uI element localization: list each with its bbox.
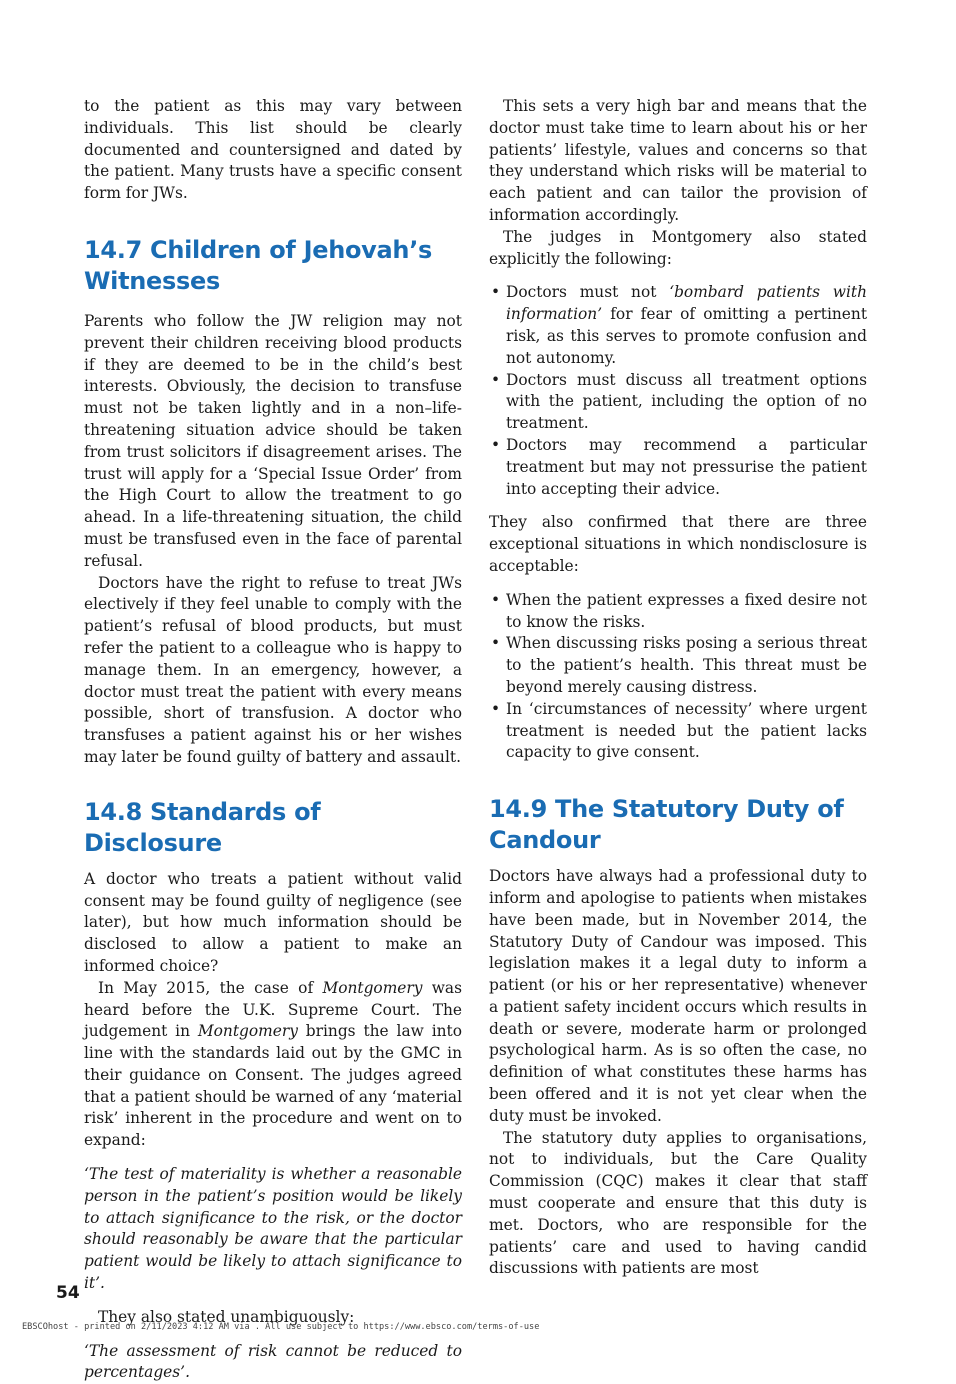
left-column <box>84 96 462 1384</box>
emphasis: ‘bombard patients with information’ <box>506 283 867 324</box>
list-item: • When the patient expresses a fixed desire not to know the risks. <box>489 590 867 634</box>
text-run: for fear of omitting a pertinent risk, as this serves to promote confusion and not autonomy. <box>506 305 867 367</box>
list-item: • Doctors must discuss all treatment options with the patient, including the option of no treatment. <box>489 370 867 435</box>
paragraph: The judges in Montgomery also stated explicitly the following: <box>489 227 867 268</box>
text-run: Doctors must not <box>506 283 670 302</box>
case-name: Montgomery <box>197 1022 298 1041</box>
text-run: brings the law into line with the standards laid out by the GMC in their guidance on Consent. The judges agreed that a patient should be warned of any ‘material risk’ inherent in the procedure and went on to expand: <box>84 1022 462 1150</box>
paragraph: Doctors have the right to refuse to treat JWs electively if they feel unable to comply with the patient’s refusal of blood products, but must refer the patient to a colleague who is happy to manage them. In an emergency, however, a doctor must treat the patient with every means possible, short of transfusion. A doctor who transfuses a patient against his or her wishes may later be found guilty of battery and assault. <box>84 573 462 766</box>
paragraph <box>84 978 462 1152</box>
text-run: was heard before the U.K. Supreme Court. The judgement in <box>84 978 462 1041</box>
section-title: The Statutory Duty of Candour <box>489 795 844 855</box>
list-item: • In ‘circumstances of necessity’ where urgent treatment is needed but the patient lacks capacity to give consent. <box>489 699 867 764</box>
section-title: Children of Jehovah’s Witnesses <box>84 235 432 295</box>
list-item: • When discussing risks posing a serious threat to the patient’s health. This threat must be beyond merely causing distress. <box>489 633 867 698</box>
paragraph: They also stated unambiguously: <box>98 1307 355 1326</box>
quotation: ‘The test of materiality is whether a reasonable person in the patient’s position would be likely to attach significance to the risk, or the doctor should reasonably be aware that the particular patient would be likely to attach significance to it’. <box>84 1165 462 1293</box>
footer-notice: EBSCOhost - printed on 2/11/2023 4:12 AM via . All use subject to https://www.ebsco.com/terms-of-use <box>22 1322 540 1332</box>
paragraph: Parents who follow the JW religion may not prevent their children receiving blood products if they are deemed to be in the child’s best interests. Obviously, the decision to transfuse must not be taken lightly and in a non–life-threatening situation advice should be taken from trust solicitors if disagreement arises. The trust will apply for a ‘Special Issue Order’ from the High Court to allow the treatment to go ahead. In a life-threatening situation, the child must be transfused even in the face of parental refusal. <box>84 311 462 570</box>
paragraph: This sets a very high bar and means that the doctor must take time to learn about his or her patients’ lifestyle, values and concerns so that they understand which risks will be material to each patient and can tailor the provision of information accordingly. <box>489 97 867 224</box>
section-number: 14.9 <box>489 795 548 824</box>
section-number: 14.7 <box>84 235 143 264</box>
bullet-list <box>489 590 867 764</box>
page-number: 54 <box>56 1283 80 1303</box>
section-heading-14-9 <box>489 794 867 856</box>
quotation: ‘The assessment of risk cannot be reduced to percentages’. <box>84 1341 462 1382</box>
right-column <box>489 96 867 1280</box>
list-item <box>489 282 867 369</box>
section-title: Standards of Disclosure <box>84 797 321 857</box>
paragraph: Doctors have always had a professional duty to inform and apologise to patients when mistakes have been made, but in November 2014, the Statutory Duty of Candour was imposed. This legislation makes it a legal duty to inform a patient (or his or her representative) whenever a patient safety incident occurs which results in death or severe, moderate harm or prolonged psychological harm. As is so often the case, no definition of what constitutes these harms has been offered and it is not yet clear when the duty must be invoked. <box>489 867 867 1125</box>
section-number: 14.8 <box>84 797 143 826</box>
bullet-list <box>489 282 867 500</box>
list-item: • Doctors may recommend a particular treatment but may not pressurise the patient into accepting their advice. <box>489 435 867 500</box>
paragraph: to the patient as this may vary between individuals. This list should be clearly documented and countersigned and dated by the patient. Many trusts have a specific consent form for JWs. <box>84 97 462 203</box>
case-name: Montgomery <box>322 978 423 997</box>
paragraph: A doctor who treats a patient without valid consent may be found guilty of negligence (see later), but how much information should be disclosed to allow a patient to make an informed choice? <box>84 869 462 975</box>
section-heading-14-7 <box>84 235 462 297</box>
paragraph: The statutory duty applies to organisations, not to individuals, but the Care Quality Commission (CQC) makes it clear that staff must cooperate and ensure that this duty is met. Doctors, who are responsible for the patients’ care and used to having candid discussions with patients are most <box>489 1128 867 1278</box>
text-run: In May 2015, the case of <box>98 978 323 997</box>
paragraph: They also confirmed that there are three exceptional situations in which nondisclosure is acceptable: <box>489 513 867 575</box>
section-heading-14-8 <box>84 797 462 859</box>
